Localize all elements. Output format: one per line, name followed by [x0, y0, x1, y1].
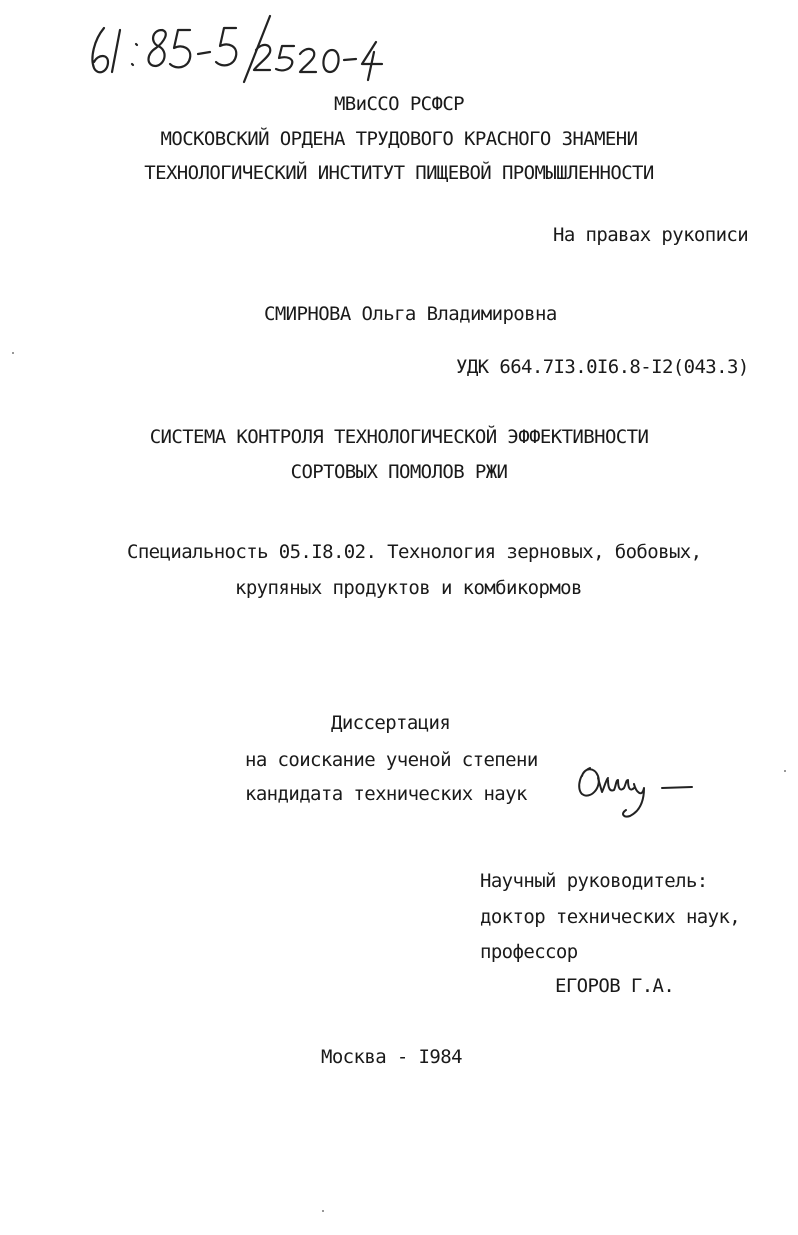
- scan-speck: [12, 352, 14, 354]
- handwritten-archive-code: [86, 14, 386, 84]
- dissertation-degree-line-1: на соискание ученой степени: [245, 749, 538, 771]
- dissertation-label: Диссертация: [331, 712, 451, 734]
- manuscript-rights-note: На правах рукописи: [553, 224, 749, 246]
- institute-name-line-1: МОСКОВСКИЙ ОРДЕНА ТРУДОВОГО КРАСНОГО ЗНАМЕНИ: [160, 128, 638, 150]
- place-and-year: Москва - I984: [321, 1046, 462, 1068]
- thesis-title-line-1: СИСТЕМА КОНТРОЛЯ ТЕХНОЛОГИЧЕСКОЙ ЭФФЕКТИВНОСТИ: [149, 426, 649, 448]
- udc-code: УДК 664.7I3.0I6.8-I2(043.3): [456, 356, 749, 378]
- scan-speck: [784, 770, 786, 772]
- supervisor-rank: профессор: [480, 941, 578, 963]
- thesis-title-line-2: СОРТОВЫХ ПОМОЛОВ РЖИ: [290, 461, 508, 483]
- supervisor-name: ЕГОРОВ Г.А.: [555, 975, 675, 997]
- supervisor-degree: доктор технических наук,: [480, 906, 741, 928]
- dissertation-degree-line-2: кандидата технических наук: [245, 783, 527, 805]
- institute-name-line-2: ТЕХНОЛОГИЧЕСКИЙ ИНСТИТУТ ПИЩЕВОЙ ПРОМЫШЛЕННОСТИ: [144, 162, 654, 184]
- ministry-name: МВиССО РСФСР: [333, 93, 465, 115]
- supervisor-label: Научный руководитель:: [480, 870, 708, 892]
- specialty-line-1: Специальность 05.I8.02. Технология зерновых, бобовых,: [127, 541, 702, 563]
- specialty-line-2: крупяных продуктов и комбикормов: [235, 577, 582, 599]
- scan-speck: [322, 1210, 324, 1212]
- handwritten-signature: [572, 758, 702, 822]
- author-name: СМИРНОВА Ольга Владимировна: [264, 303, 557, 325]
